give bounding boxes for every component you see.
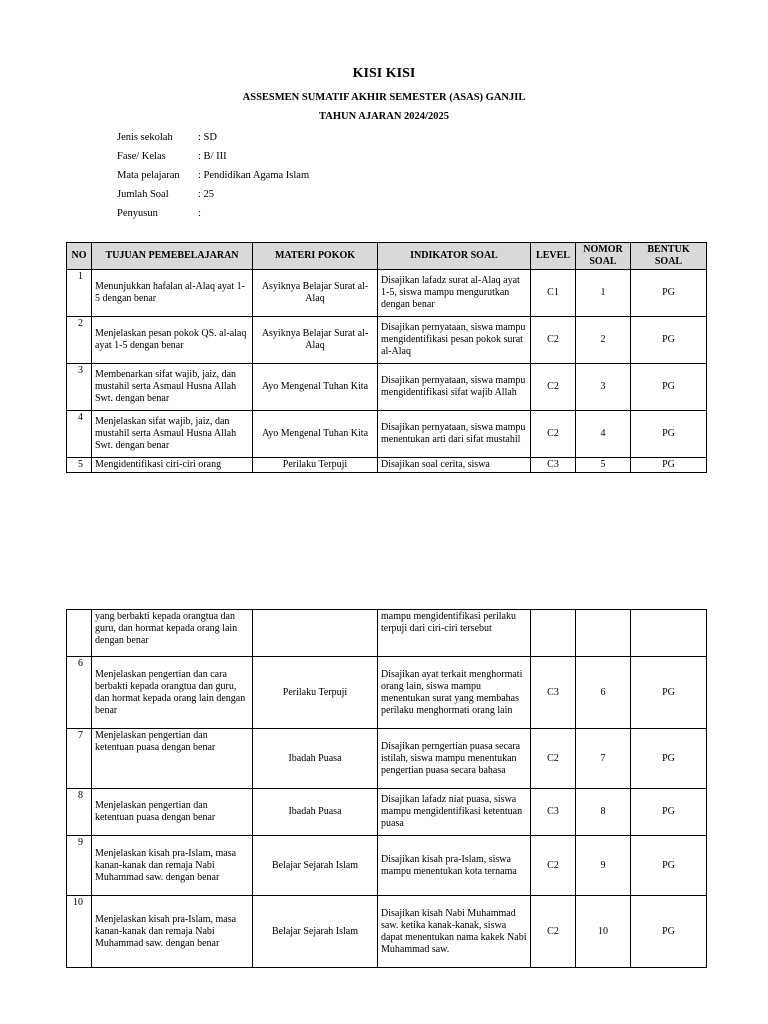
document-year: TAHUN AJARAN 2024/2025 (319, 111, 449, 122)
cell-level: C2 (531, 896, 576, 968)
cell-no: 1 (67, 270, 92, 317)
info-value: : Pendidikan Agama Islam (198, 170, 310, 181)
cell-indikator: Disajikan kisah Nabi Muhammad saw. ketika kanak-kanak, siswa dapat menentukan nama kakek Nabi Muhammad saw. (378, 896, 531, 968)
cell-nomor: 6 (576, 657, 631, 729)
cell-no: 4 (67, 411, 92, 458)
cell-materi: Perilaku Terpuji (253, 458, 378, 473)
cell-indikator: Disajikan ayat terkait menghormati orang lain, siswa mampu menentukan surat yang membahas perilaku menghormati orang lain (378, 657, 531, 729)
info-label: Fase/ Kelas (117, 151, 166, 162)
cell-level: C1 (531, 270, 576, 317)
cell-nomor: 4 (576, 411, 631, 458)
document-title: KISI KISI (352, 66, 416, 81)
cell-indikator: Disajikan pernyataan, siswa mampu mengidentifikasi sifat wajib Allah (378, 364, 531, 411)
info-row-subject (117, 166, 309, 185)
table-row (67, 789, 707, 836)
cell-indikator: mampu mengidentifikasi perilaku terpuji dari ciri-ciri tersebut (378, 610, 531, 657)
cell-tujuan: yang berbakti kepada orangtua dan guru, dan hormat kepada orang lain dengan benar (92, 610, 253, 657)
cell-no: 7 (67, 729, 92, 789)
cell-tujuan: Menjelaskan kisah pra-Islam, masa kanan-kanak dan remaja Nabi Muhammad saw. dengan benar (92, 896, 253, 968)
cell-nomor: 3 (576, 364, 631, 411)
header-nomor: NOMOR SOAL (576, 243, 631, 270)
cell-indikator: Disajikan soal cerita, siswa (378, 458, 531, 473)
cell-nomor (576, 610, 631, 657)
info-row-phase (117, 147, 309, 166)
cell-no: 5 (67, 458, 92, 473)
cell-no: 8 (67, 789, 92, 836)
cell-indikator: Disajikan pernyataan, siswa mampu mengidentifikasi pesan pokok surat al-Alaq (378, 317, 531, 364)
cell-tujuan: Menjelaskan pengertian dan ketentuan puasa dengan benar (92, 729, 253, 789)
info-value: : (198, 208, 201, 219)
header-indikator: INDIKATOR SOAL (378, 243, 531, 270)
cell-tujuan: Menjelaskan pengertian dan ketentuan puasa dengan benar (92, 789, 253, 836)
info-block (117, 128, 309, 223)
cell-nomor: 1 (576, 270, 631, 317)
table-row (67, 411, 707, 458)
cell-tujuan: Membenarkan sifat wajib, jaiz, dan mustahil serta Asmaul Husna Allah Swt. dengan benar (92, 364, 253, 411)
cell-level: C3 (531, 789, 576, 836)
kisi-kisi-table (66, 242, 707, 473)
cell-materi: Ibadah Puasa (253, 729, 378, 789)
info-label: Jumlah Soal (117, 189, 169, 200)
cell-materi (253, 610, 378, 657)
cell-level: C2 (531, 411, 576, 458)
cell-materi: Ibadah Puasa (253, 789, 378, 836)
kisi-kisi-table-continued (66, 609, 707, 968)
info-row-school (117, 128, 309, 147)
info-row-count (117, 185, 309, 204)
cell-no: 2 (67, 317, 92, 364)
cell-materi: Ayo Mengenal Tuhan Kita (253, 364, 378, 411)
cell-tujuan: Menjelaskan sifat wajib, jaiz, dan mustahil serta Asmaul Husna Allah Swt. dengan benar (92, 411, 253, 458)
table-row-continuation (67, 610, 707, 657)
cell-bentuk: PG (631, 896, 707, 968)
cell-indikator: Disajikan pernyataan, siswa mampu menentukan arti dari sifat mustahil (378, 411, 531, 458)
table-row (67, 657, 707, 729)
cell-tujuan: Menjelaskan pengertian dan cara berbakti kepada orangtua dan guru, dan hormat kepada orang lain dengan benar (92, 657, 253, 729)
info-label: Penyusun (117, 208, 158, 219)
table-row (67, 836, 707, 896)
info-label: Mata pelajaran (117, 170, 180, 181)
cell-indikator: Disajikan lafadz niat puasa, siswa mampu mengidentifikasi ketentuan puasa (378, 789, 531, 836)
cell-indikator: Disajikan perngertian puasa secara istilah, siswa mampu menentukan pengertian puasa secara bahasa (378, 729, 531, 789)
cell-bentuk: PG (631, 729, 707, 789)
cell-materi: Belajar Sejarah Islam (253, 836, 378, 896)
cell-no: 3 (67, 364, 92, 411)
cell-bentuk (631, 610, 707, 657)
cell-bentuk: PG (631, 411, 707, 458)
cell-level: C2 (531, 317, 576, 364)
cell-nomor: 8 (576, 789, 631, 836)
cell-materi: Asyiknya Belajar Surat al-Alaq (253, 270, 378, 317)
info-value: : SD (198, 132, 217, 143)
cell-materi: Ayo Mengenal Tuhan Kita (253, 411, 378, 458)
cell-bentuk: PG (631, 270, 707, 317)
header-no: NO (67, 243, 92, 270)
cell-materi: Asyiknya Belajar Surat al-Alaq (253, 317, 378, 364)
info-row-author (117, 204, 309, 223)
cell-materi: Belajar Sejarah Islam (253, 896, 378, 968)
cell-nomor: 7 (576, 729, 631, 789)
cell-indikator: Disajikan kisah pra-Islam, siswa mampu menentukan kota ternama (378, 836, 531, 896)
header-level: LEVEL (531, 243, 576, 270)
cell-nomor: 10 (576, 896, 631, 968)
cell-tujuan: Mengidentifikasi ciri-ciri orang (92, 458, 253, 473)
info-value: : 25 (198, 189, 215, 200)
cell-no: 9 (67, 836, 92, 896)
cell-no (67, 610, 92, 657)
cell-nomor: 5 (576, 458, 631, 473)
cell-nomor: 2 (576, 317, 631, 364)
table-row (67, 270, 707, 317)
header-tujuan: TUJUAN PEMEBELAJARAN (92, 243, 253, 270)
cell-bentuk: PG (631, 836, 707, 896)
table-row (67, 364, 707, 411)
cell-materi: Perilaku Terpuji (253, 657, 378, 729)
info-label: Jenis sekolah (117, 132, 173, 143)
cell-bentuk: PG (631, 657, 707, 729)
header-bentuk: BENTUK SOAL (631, 243, 707, 270)
cell-level: C3 (531, 458, 576, 473)
header-materi: MATERI POKOK (253, 243, 378, 270)
cell-level: C3 (531, 657, 576, 729)
cell-tujuan: Menjelaskan pesan pokok QS. al-alaq ayat 1-5 dengan benar (92, 317, 253, 364)
table-header-row (67, 243, 707, 270)
table-row (67, 729, 707, 789)
table-row (67, 458, 707, 473)
document-subtitle: ASSESMEN SUMATIF AKHIR SEMESTER (ASAS) GANJIL (242, 92, 526, 103)
cell-bentuk: PG (631, 458, 707, 473)
table-row (67, 896, 707, 968)
cell-level: C2 (531, 364, 576, 411)
cell-tujuan: Menjelaskan kisah pra-Islam, masa kanan-kanak dan remaja Nabi Muhammad saw. dengan benar (92, 836, 253, 896)
cell-bentuk: PG (631, 789, 707, 836)
table-row (67, 317, 707, 364)
cell-level: C2 (531, 729, 576, 789)
cell-indikator: Disajikan lafadz surat al-Alaq ayat 1-5, siswa mampu mengurutkan dengan benar (378, 270, 531, 317)
cell-bentuk: PG (631, 364, 707, 411)
cell-no: 6 (67, 657, 92, 729)
info-value: : B/ III (198, 151, 227, 162)
cell-bentuk: PG (631, 317, 707, 364)
cell-no: 10 (67, 896, 92, 968)
cell-nomor: 9 (576, 836, 631, 896)
cell-level (531, 610, 576, 657)
cell-level: C2 (531, 836, 576, 896)
cell-tujuan: Menunjukkan hafalan al-Alaq ayat 1-5 dengan benar (92, 270, 253, 317)
